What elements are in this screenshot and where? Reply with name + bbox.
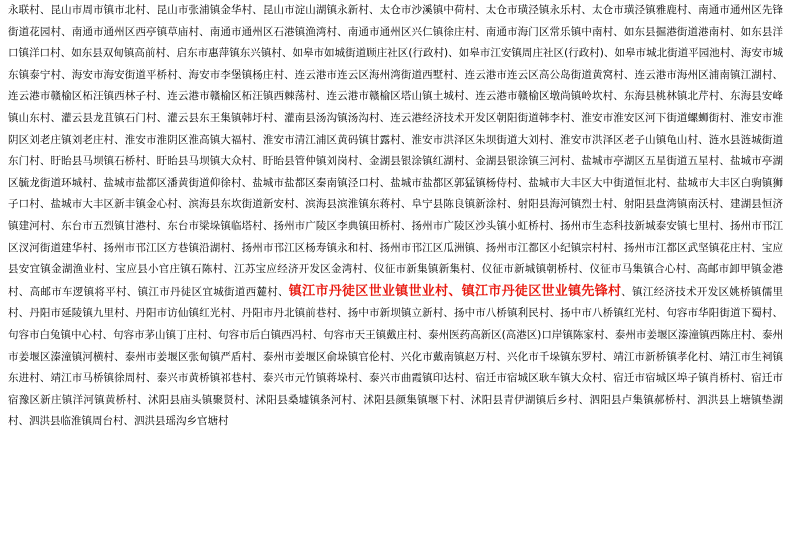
village-list-text-part2: 、镇江经济技术开发区姚桥镇儒里村、丹阳市延陵镇九里村、丹阳市访仙镇红光村、丹阳市丹北镇前巷村、扬中市新坝镇立新村、扬中市八桥镇利民村、扬中市八桥镇红光村、句容市华阳街道下蜀村、句容市白兔镇中心村、句容市茅山镇丁庄村、句容市后白镇西冯村、句容市天王镇戴庄村、泰州医药高新区(高港区)口岸镇陈家村、泰州市姜堰区溱潼镇西陈庄村、泰州市姜堰区溱潼镇河横村、泰州市姜堰区张甸镇严盾村、泰州市姜堰区俞垛镇官伦村、兴化市戴南镇赵万村、兴化市千垛镇东罗村、靖江市新桥镇孝化村、靖江市生祠镇东进村、靖江市马桥镇徐周村、泰兴市黄桥镇祁巷村、泰兴市元竹镇蒋垛村、泰兴市曲霞镇印达村、宿迁市宿城区耿车镇大众村、宿迁市宿城区埠子镇肖桥村、宿迁市宿豫区新庄镇洋河镇黄桥村、沭阳县庙头镇聚贤村、沭阳县桑墟镇条河村、沭阳县颜集镇堰下村、沭阳县青伊湖镇后乡村、泗阳县卢集镇郝桥村、泗洪县上塘镇垫湖村、泗洪县临淮镇周台村、泗洪县瑶沟乡官塘村 — [8, 285, 783, 428]
village-list-paragraph — [8, 0, 783, 433]
village-list-text-part1: 永联村、昆山市周市镇市北村、昆山市张浦镇金华村、昆山市淀山湖镇永新村、太仓市沙溪镇中荷村、太仓市璜泾镇永乐村、太仓市璜泾镇雅鹿村、南通市通州区先锋街道花园村、南通市通州区西亭镇草庙村、南通市通州区石港镇渔湾村、南通市通州区兴仁镇徐庄村、南通市海门区常乐镇中南村、如东县掘港街道港南村、如东县洋口镇洋口村、如东县双甸镇高前村、启东市惠萍镇东兴镇村、如皋市如城街道顾庄社区(行政村)、如皋市江安镇周庄社区(行政村)、如皋市城北街道平园池村、海安市城东镇泰宁村、海安市海安街道平桥村、海安市李堡镇杨庄村、连云港市连云区海州湾街道西墅村、连云港市连云区高公岛街道黄窝村、连云港市海州区浦南镇江湖村、连云港市赣榆区柘汪镇西林子村、连云港市赣榆区柘汪镇西棘荡村、连云港市赣榆区塔山镇土城村、连云港市赣榆区墩尚镇岭坎村、东海县桃林镇北芹村、东海县安峰镇山东村、灌云县龙苴镇石门村、灌云县东王集镇韩圩村、灌南县汤沟镇汤沟村、连云港经济技术开发区朝阳街道韩李村、淮安市淮安区河下街道螺蛳街村、淮安市淮阴区刘老庄镇刘老庄村、淮安市淮阴区淮高镇大福村、淮安市清江浦区黄码镇甘露村、淮安市洪泽区朱坝街道大刘村、淮安市洪泽区老子山镇龟山村、涟水县涟城街道东门村、盱眙县马坝镇石桥村、盱眙县马坝镇大众村、盱眙县管仲镇刘岗村、金湖县银涂镇红湖村、金湖县银涂镇三河村、盐城市亭湖区五星街道五星村、盐城市亭湖区毓龙街道环城村、盐城市盐都区潘黄街道仰徐村、盐城市盐都区秦南镇泾口村、盐城市盐都区郭猛镇杨侍村、盐城市大丰区大中街道恒北村、盐城市大丰区白驹镇狮子口村、盐城市大丰区新丰镇金心村、滨海县东坎街道新安村、滨海县滨淮镇东蒋村、阜宁县陈良镇新涂村、射阳县海河镇烈士村、射阳县盘湾镇南沃村、建湖县恒济镇建河村、东台市五烈镇甘港村、东台市梁垛镇临塔村、扬州市广陵区李典镇田桥村、扬州市广陵区沙头镇小虹桥村、扬州市生态科技新城泰安镇七里村、扬州市邗江区汊河街道建华村、扬州市邗江区方巷镇沿湖村、扬州市邗江区杨寿镇永和村、扬州市邗江区瓜洲镇、扬州市江都区小纪镇宗村村、扬州市江都区武坚镇花庄村、宝应县安宜镇金湖渔业村、宝应县小官庄镇石陈村、江苏宝应经济开发区金湾村、仪征市新集镇新集村、仪征市新城镇朝桥村、仪征市马集镇合心村、高邮市卸甲镇金港村、高邮市车逻镇将平村、镇江市丹徒区宜城街道西麓村、 — [8, 4, 783, 298]
highlighted-village-names: 镇江市丹徒区世业镇世业村、镇江市丹徒区世业镇先锋村 — [288, 283, 622, 299]
